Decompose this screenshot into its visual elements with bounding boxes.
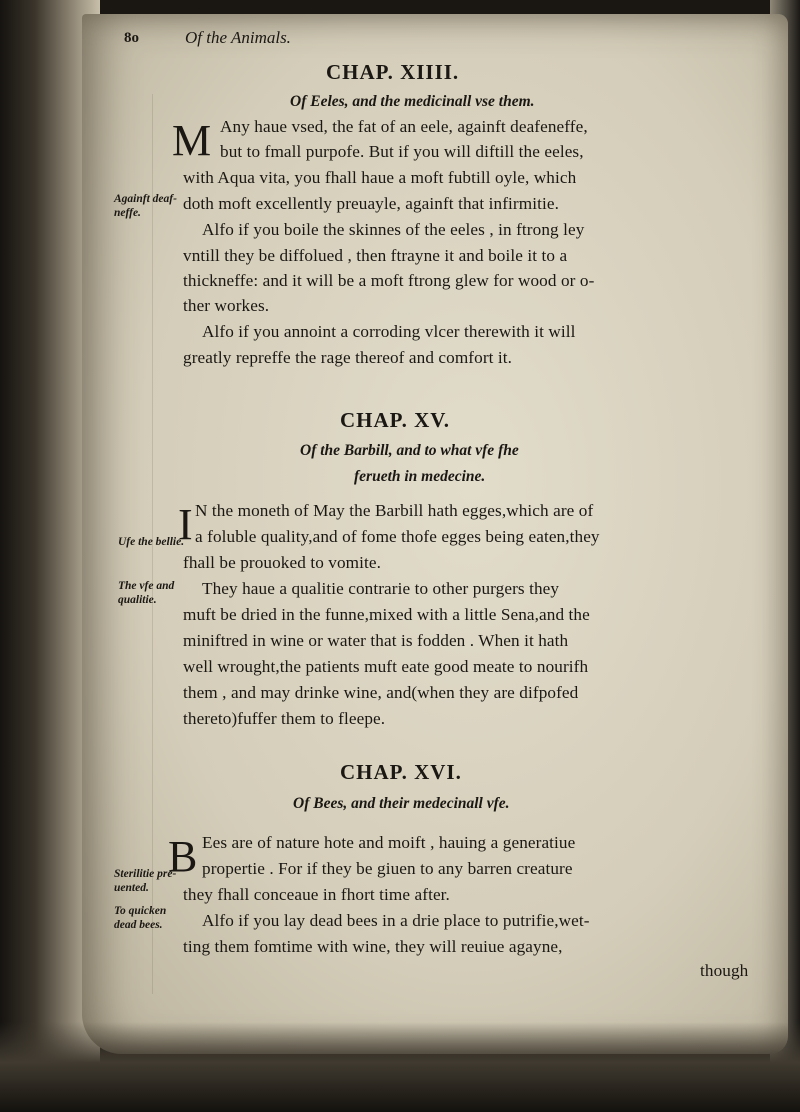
chapter-16-line-5: ting them fomtime with wine, they will reuiue agayne,: [183, 937, 563, 956]
chapter-15-line-7: well wrought,the patients muft eate good meate to nourifh: [183, 657, 589, 676]
chapter-14-line-8: ther workes.: [183, 296, 270, 315]
chapter-16-line-4: Alfo if you lay dead bees in a drie place to putrifie,wet-: [202, 911, 590, 930]
margin-note-use-1: The vfe and: [118, 580, 175, 592]
chapter-14-line-7: thickneffe: and it will be a moft ftrong glew for wood or o-: [183, 271, 595, 290]
chapter-15-line-1: N the moneth of May the Barbill hath egges,which are of: [195, 501, 594, 520]
margin-note-deafness-1: Againft deaf-: [114, 193, 177, 205]
chapter-15-line-3: fhall be prouoked to vomite.: [183, 553, 382, 572]
chapter-15-subtitle-2: ferueth in medecine.: [354, 468, 486, 485]
chapter-15-line-8: them , and may drinke wine, and(when they are difpofed: [183, 683, 579, 702]
chapter-14-subtitle: Of Eeles, and the medicinall vse them.: [290, 93, 535, 110]
margin-note-bees-1: To quicken: [114, 905, 167, 917]
chapter-14-dropcap: M: [172, 116, 212, 165]
chapter-15-line-5: muft be dried in the funne,mixed with a little Sena,and the: [183, 605, 590, 624]
chapter-16-dropcap: B: [168, 832, 198, 881]
chapter-16-line-3: they fhall conceaue in fhort time after.: [183, 885, 450, 904]
chapter-16-subtitle: Of Bees, and their medecinall vfe.: [293, 795, 510, 812]
chapter-14-heading: CHAP. XIIII.: [326, 60, 460, 84]
chapter-15-line-6: miniftred in wine or water that is fodden . When it hath: [183, 631, 569, 650]
margin-note-deafness-2: neffe.: [114, 207, 141, 219]
chapter-14-line-9: Alfo if you annoint a corroding vlcer therewith it will: [202, 322, 576, 341]
chapter-14-line-3: with Aqua vita, you fhall haue a moft fubtill oyle, which: [183, 168, 577, 187]
chapter-15-dropcap: I: [178, 500, 193, 549]
margin-note-sterility-2: uented.: [114, 882, 149, 894]
page-number: 8o: [124, 30, 139, 46]
margin-note-use-2: qualitie.: [118, 594, 157, 606]
chapter-16-line-2: propertie . For if they be giuen to any barren creature: [202, 859, 573, 878]
chapter-16-heading: CHAP. XVI.: [340, 760, 462, 784]
chapter-15-line-2: a foluble quality,and of fome thofe egges being eaten,they: [195, 527, 600, 546]
chapter-14-line-4: doth moft excellently preuayle, againft that infirmitie.: [183, 194, 559, 213]
chapter-14-line-6: vntill they be diffolued , then ftrayne it and boile it to a: [183, 246, 568, 265]
chapter-16-catchword: though: [700, 961, 749, 980]
chapter-16-line-1: Ees are of nature hote and moift , hauing a generatiue: [202, 833, 576, 852]
margin-note-bees-2: dead bees.: [114, 919, 163, 931]
running-head: Of the Animals.: [185, 28, 291, 47]
chapter-15-subtitle-1: Of the Barbill, and to what vfe fhe: [300, 442, 519, 459]
chapter-15-line-4: They haue a qualitie contrarie to other purgers they: [202, 579, 560, 598]
chapter-14-line-10: greatly repreffe the rage thereof and comfort it.: [183, 348, 513, 367]
chapter-15-line-9: thereto)fuffer them to fleepe.: [183, 709, 386, 728]
chapter-15-heading: CHAP. XV.: [340, 408, 450, 432]
margin-note-sterility-1: Sterilitie pre-: [114, 868, 177, 880]
book-edge-bottom: [0, 1022, 800, 1112]
chapter-14-line-5: Alfo if you boile the skinnes of the eeles , in ftrong ley: [202, 220, 585, 239]
margin-note-belly: Ufe the bellie.: [118, 536, 185, 548]
chapter-14-line-2: but to fmall purpofe. But if you will diftill the eeles,: [220, 142, 584, 161]
chapter-14-line-1: Any haue vsed, the fat of an eele, againft deafeneffe,: [220, 117, 588, 136]
